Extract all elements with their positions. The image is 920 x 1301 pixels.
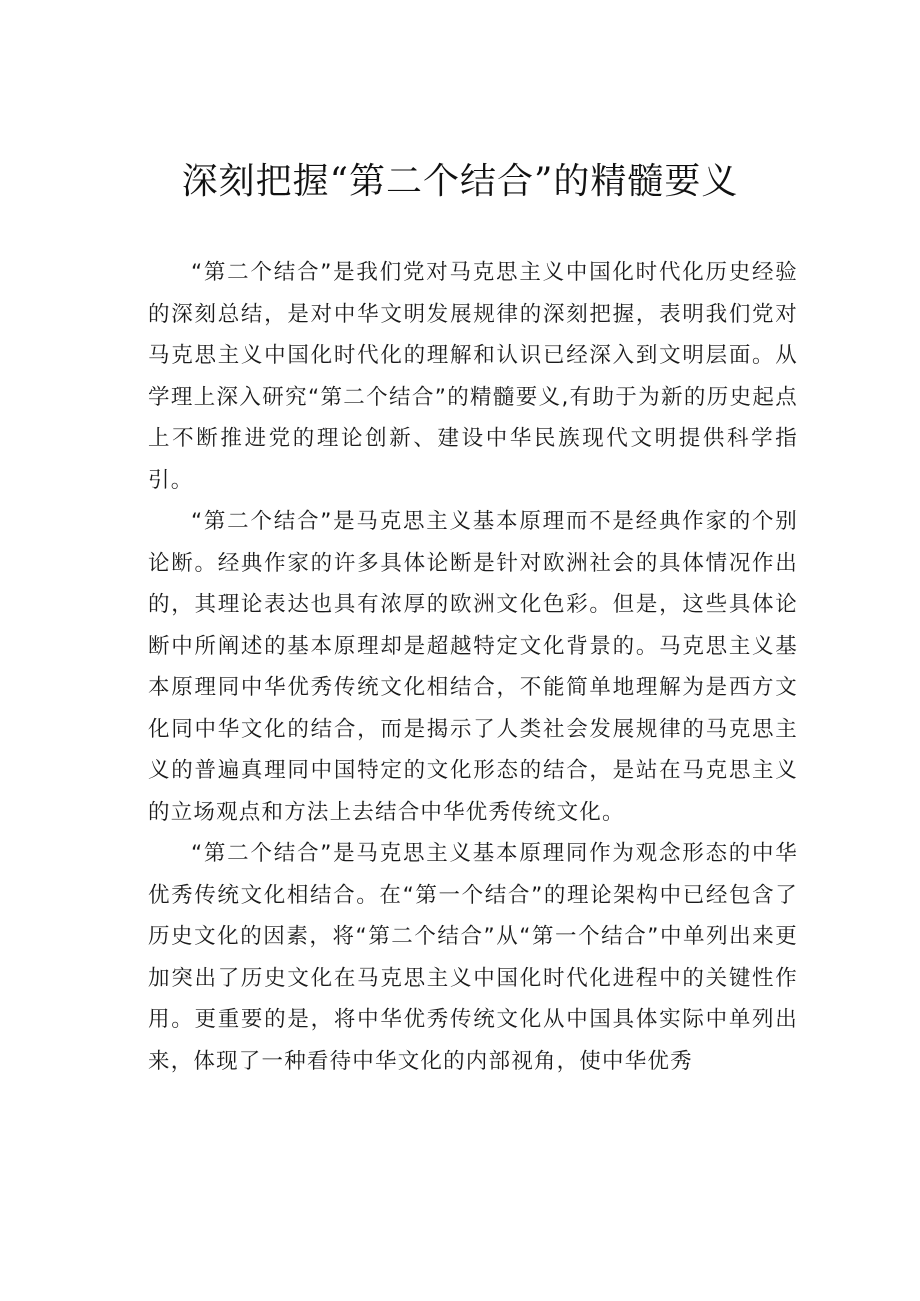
paragraph: “第二个结合”是马克思主义基本原理同作为观念形态的中华优秀传统文化相结合。在“第一个结合”的理论架构中已经包含了历史文化的因素，将“第二个结合”从“第一个结合”中单列出来更加突出了历史文化在马克思主义中国化时代化进程中的关键性作用。更重要的是，将中华优秀传统文化从中国具体实际中单列出来，体现了一种看待中华文化的内部视角，使中华优秀 xyxy=(148,841,798,1074)
paragraph: “第二个结合”是我们党对马克思主义中国化时代化历史经验的深刻总结，是对中华文明发展规律的深刻把握，表明我们党对马克思主义中国化时代化的理解和认识已经深入到文明层面。从学理上深入研究“第二个结合”的精髓要义,有助于为新的历史起点上不断推进党的理论创新、建设中华民族现代文明提供科学指引。 xyxy=(148,260,798,493)
document-title: 深刻把握“第二个结合”的精髓要义 xyxy=(181,161,739,202)
paragraph: “第二个结合”是马克思主义基本原理而不是经典作家的个别论断。经典作家的许多具体论断是针对欧洲社会的具体情况作出的，其理论表达也具有浓厚的欧洲文化色彩。但是，这些具体论断中所阐述的基本原理却是超越特定文化背景的。马克思主义基本原理同中华优秀传统文化相结合，不能简单地理解为是西方文化同中华文化的结合，而是揭示了人类社会发展规律的马克思主义的普遍真理同中国特定的文化形态的结合，是站在马克思主义的立场观点和方法上去结合中华优秀传统文化。 xyxy=(148,509,798,825)
document-body xyxy=(148,252,798,1082)
